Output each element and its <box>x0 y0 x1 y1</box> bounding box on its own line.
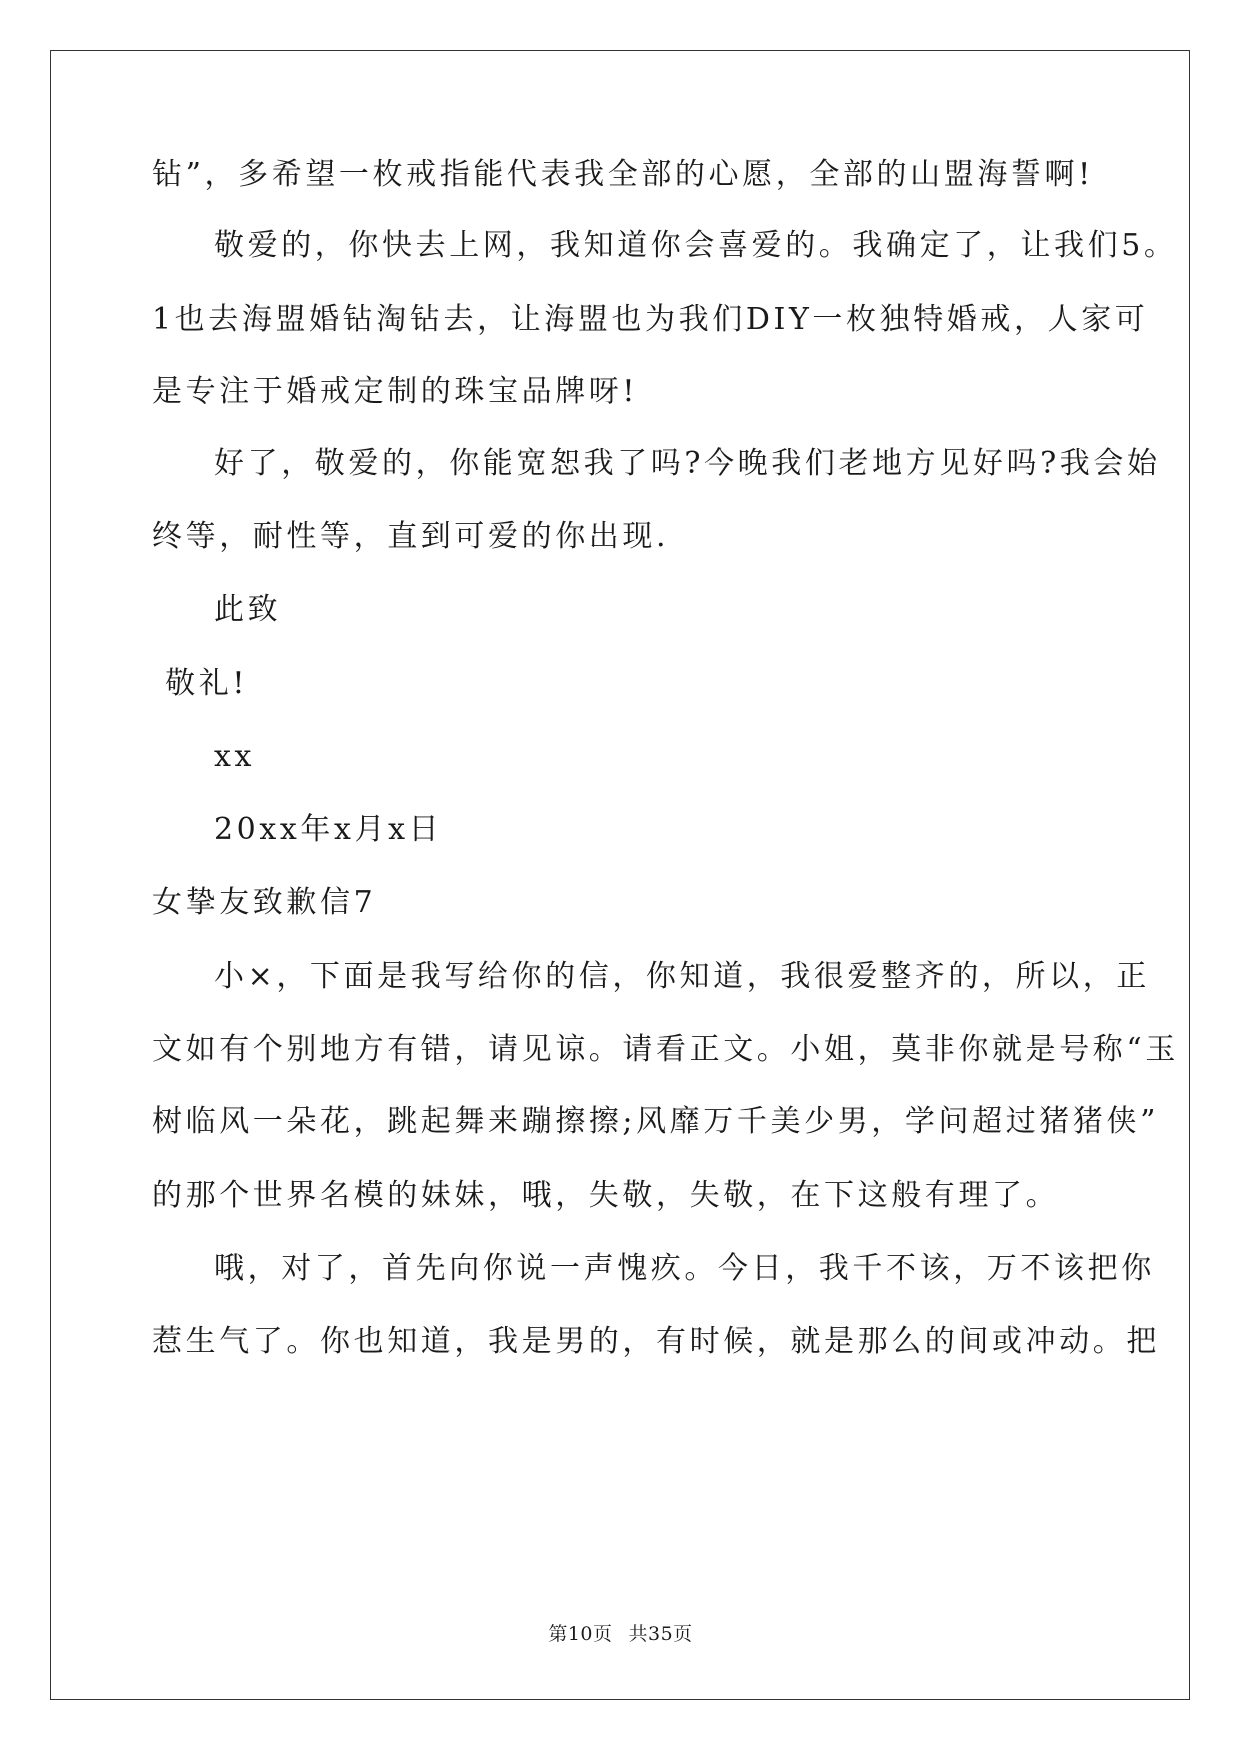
text-line: 钻”，多希望一枚戒指能代表我全部的心愿，全部的山盟海誓啊! <box>152 157 1094 192</box>
letter-date: 20xx年x月x日 <box>214 812 443 847</box>
text-line: 惹生气了。你也知道，我是男的，有时候，就是那么的间或冲动。把 <box>152 1324 1160 1359</box>
text-line: 文如有个别地方有错，请见谅。请看正文。小姐，莫非你就是号称“玉 <box>152 1032 1179 1067</box>
signature: xx <box>214 739 256 774</box>
text-line: 是专注于婚戒定制的珠宝品牌呀! <box>152 374 639 409</box>
section-heading: 女挚友致歉信7 <box>152 885 377 920</box>
text-line: 小×，下面是我写给你的信，你知道，我很爱整齐的，所以，正 <box>214 959 1150 994</box>
text-line: 树临风一朵花，跳起舞来蹦擦擦;风靡万千美少男，学问超过猪猪侠” <box>152 1104 1160 1139</box>
text-line: 1也去海盟婚钻淘钻去，让海盟也为我们DIY一枚独特婚戒，人家可 <box>152 302 1149 337</box>
text-line: 好了，敬爱的，你能宽恕我了吗?今晚我们老地方见好吗?我会始 <box>214 446 1161 481</box>
page-border <box>50 50 1190 1700</box>
text-line: 的那个世界名模的妹妹，哦，失敬，失敬，在下这般有理了。 <box>152 1178 1060 1213</box>
page-total: 共35页 <box>628 1623 693 1645</box>
text-line: 终等，耐性等，直到可爱的你出现. <box>152 519 670 554</box>
text-line: 敬爱的，你快去上网，我知道你会喜爱的。我确定了，让我们5。 <box>214 228 1178 263</box>
page-footer <box>0 1622 1241 1646</box>
text-line: 哦，对了，首先向你说一声愧疚。今日，我千不该，万不该把你 <box>214 1251 1155 1286</box>
page-number: 第10页 <box>548 1623 613 1645</box>
closing-salutation: 此致 <box>214 592 282 627</box>
closing-regards: 敬礼! <box>152 666 248 701</box>
